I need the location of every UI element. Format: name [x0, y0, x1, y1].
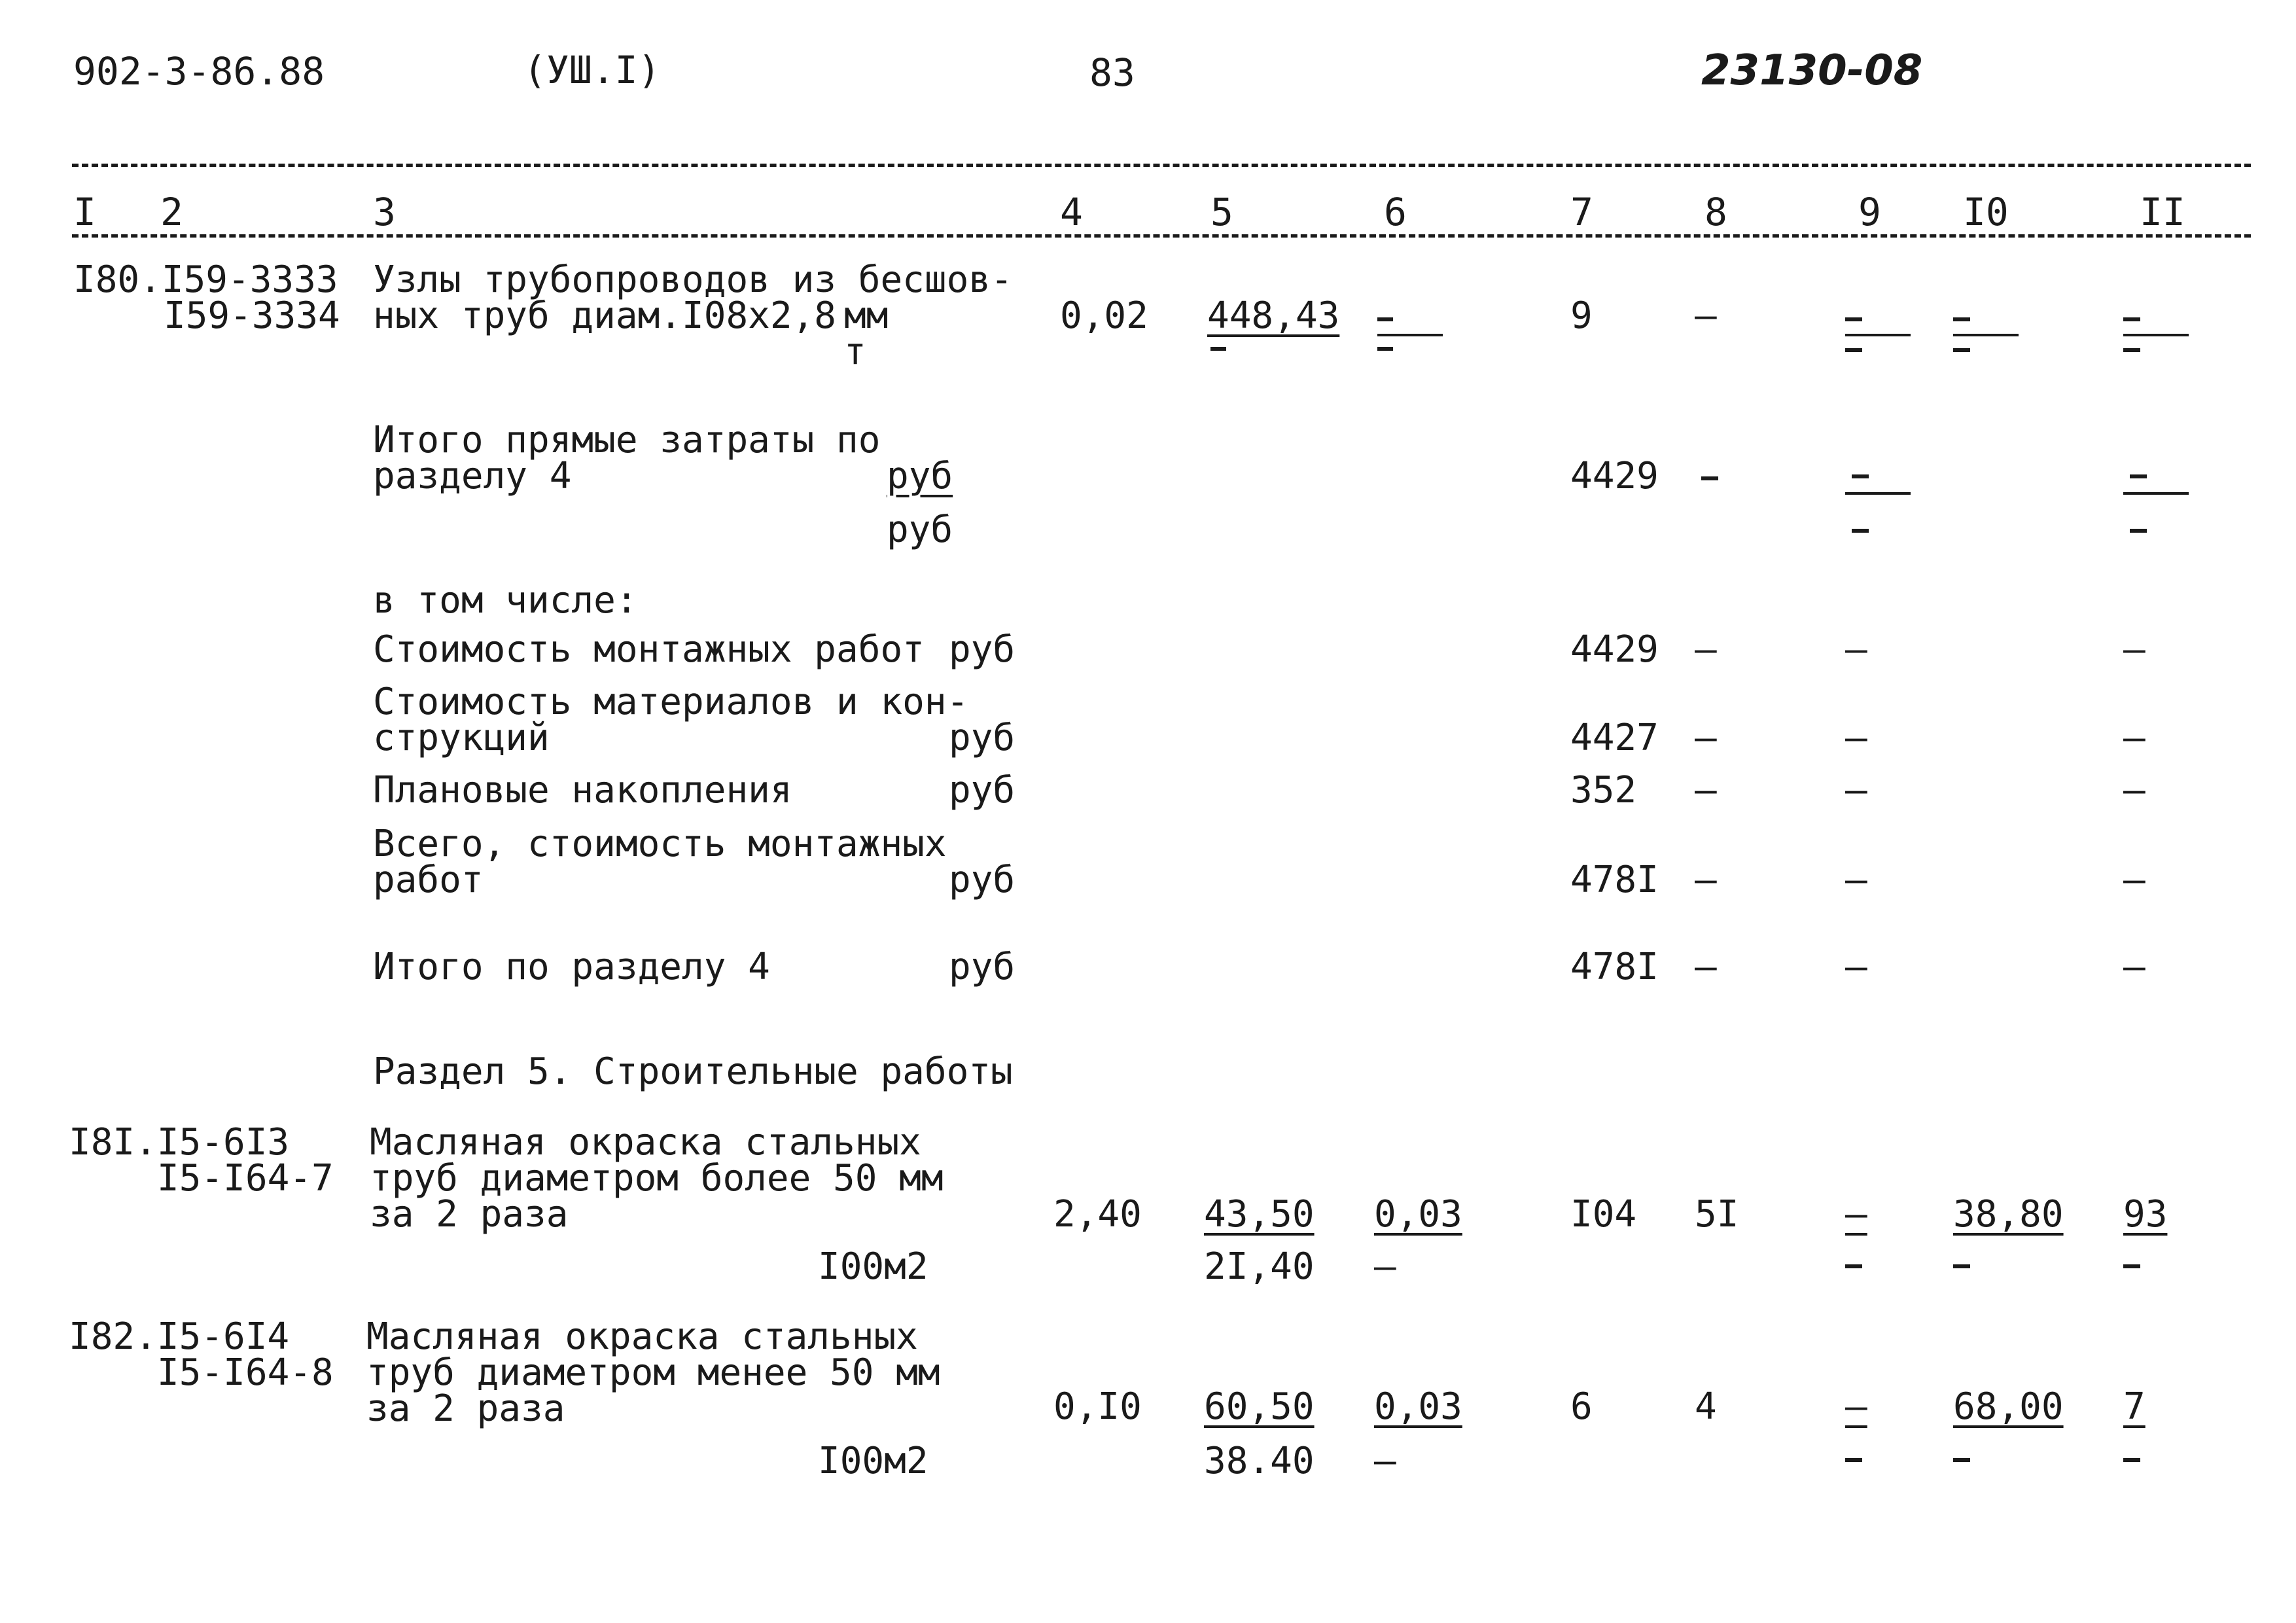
- row-unit: I00м2: [818, 1440, 928, 1482]
- handwritten-code: 23130-08: [1701, 46, 1923, 95]
- row-description: Масляная окраска стальных: [370, 1121, 921, 1164]
- row-code: I5-I64-8: [157, 1351, 334, 1394]
- section-total-col8: –: [1695, 946, 1717, 988]
- row-dash: [2130, 474, 2147, 478]
- col-header-6: 6: [1384, 190, 1407, 234]
- row-dash: [1377, 334, 1443, 336]
- direct-costs-label: Итого прямые затраты по: [373, 419, 881, 461]
- row-dash: [1953, 1264, 1970, 1268]
- materials-cost-label: струкций: [373, 717, 550, 759]
- row-dash: [2123, 317, 2140, 321]
- direct-costs-label: разделу 4: [373, 455, 572, 497]
- mounting-cost-col8: –: [1695, 628, 1717, 671]
- row-dash: [1845, 1264, 1862, 1268]
- header-rule: [72, 164, 2251, 167]
- column-header-rule: [72, 234, 2251, 238]
- planned-savings-col11: –: [2123, 769, 2146, 812]
- row-col9: –: [1845, 1193, 1867, 1236]
- document-number: 902-3-86.88: [73, 49, 325, 94]
- row-description: Масляная окраска стальных: [366, 1315, 918, 1358]
- row-dash: [1210, 347, 1226, 351]
- row-dash: [1953, 334, 2019, 336]
- direct-costs-unit: руб: [887, 508, 953, 551]
- row-total: I04: [1570, 1193, 1637, 1236]
- planned-savings-unit: руб: [949, 769, 1016, 812]
- total-mounting-col9: –: [1845, 859, 1867, 901]
- row-dash: [2123, 334, 2189, 336]
- row-description: за 2 раза: [370, 1193, 569, 1236]
- row-description: труб диаметром более 50 мм: [370, 1157, 944, 1200]
- row-col6-secondary: –: [1374, 1245, 1396, 1288]
- materials-cost-unit: руб: [949, 717, 1016, 759]
- row-number: I80.I59-3333: [73, 259, 338, 301]
- row-dash: [2123, 1458, 2140, 1462]
- planned-savings-value: 352: [1570, 769, 1637, 812]
- row-dash: [1953, 317, 1970, 321]
- section-total-label: Итого по разделу 4: [373, 946, 770, 988]
- row-dash: [1953, 348, 1970, 352]
- materials-cost-col11: –: [2123, 717, 2146, 759]
- total-mounting-label: работ: [373, 859, 484, 901]
- row-dash: [1845, 334, 1911, 336]
- row-col11: 93: [2123, 1193, 2168, 1236]
- planned-savings-label: Плановые накопления: [373, 769, 792, 812]
- including-label: в том числе:: [373, 579, 638, 622]
- row-col6-secondary: –: [1374, 1440, 1396, 1482]
- row-dash: [1852, 474, 1869, 478]
- row-col8: –: [1695, 294, 1717, 337]
- planned-savings-col8: –: [1695, 769, 1717, 812]
- row-description: труб диаметром менее 50 мм: [366, 1351, 940, 1394]
- col-header-1: I: [73, 190, 96, 234]
- row-dash: [1701, 476, 1718, 480]
- row-unit: т: [844, 330, 866, 373]
- row-total: 9: [1570, 294, 1593, 337]
- row-code: I59-3334: [164, 294, 340, 337]
- total-mounting-value: 478I: [1570, 859, 1659, 901]
- row-quantity: 2,40: [1053, 1193, 1142, 1236]
- total-mounting-col8: –: [1695, 859, 1717, 901]
- row-dash: [1845, 492, 1911, 495]
- mounting-cost-col9: –: [1845, 628, 1867, 671]
- row-dash: [1953, 1458, 1970, 1462]
- row-dash: [2130, 529, 2147, 533]
- col-header-7: 7: [1570, 190, 1593, 234]
- materials-cost-col8: –: [1695, 717, 1717, 759]
- row-dash: [2123, 348, 2140, 352]
- materials-cost-value: 4427: [1570, 717, 1659, 759]
- row-dash: [1845, 317, 1862, 321]
- row-dash: [1845, 348, 1862, 352]
- materials-cost-col9: –: [1845, 717, 1867, 759]
- row-col11: 7: [2123, 1385, 2146, 1428]
- row-quantity: 0,I0: [1053, 1385, 1142, 1428]
- col-header-2: 2: [160, 190, 183, 234]
- col-header-11: II: [2140, 190, 2185, 234]
- section-total-unit: руб: [949, 946, 1016, 988]
- mounting-cost-col11: –: [2123, 628, 2146, 671]
- total-mounting-unit: руб: [949, 859, 1016, 901]
- row-dash: [1845, 1458, 1862, 1462]
- direct-costs-value: 4429: [1570, 455, 1659, 497]
- section-title: Раздел 5. Строительные работы: [373, 1050, 1013, 1093]
- row-col8: 5I: [1695, 1193, 1739, 1236]
- section-total-col9: –: [1845, 946, 1867, 988]
- row-dash: [2123, 492, 2189, 495]
- row-number: I8I.I5-6I3: [69, 1121, 290, 1164]
- row-col6: 0,03: [1374, 1385, 1462, 1428]
- row-dash: [1377, 317, 1393, 321]
- row-price-secondary: 2I,40: [1204, 1245, 1315, 1288]
- row-price: 60,50: [1204, 1385, 1315, 1428]
- row-col9: –: [1845, 1385, 1867, 1428]
- row-price: 448,43: [1207, 294, 1340, 337]
- row-col10: 68,00: [1953, 1385, 2064, 1428]
- col-header-10: I0: [1963, 190, 2009, 234]
- row-description: Узлы трубопроводов из бесшов-: [373, 259, 1013, 301]
- col-header-8: 8: [1704, 190, 1727, 234]
- mounting-cost-unit: руб: [949, 628, 1016, 671]
- row-description: за 2 раза: [366, 1387, 565, 1430]
- mounting-cost-label: Стоимость монтажных работ: [373, 628, 925, 671]
- col-header-4: 4: [1060, 190, 1083, 234]
- materials-cost-label: Стоимость материалов и кон-: [373, 681, 969, 723]
- row-price-secondary: 38.40: [1204, 1440, 1315, 1482]
- row-dash: [1377, 347, 1393, 351]
- row-number: I82.I5-6I4: [69, 1315, 290, 1358]
- page-number: 83: [1089, 50, 1135, 95]
- row-code: I5-I64-7: [157, 1157, 334, 1200]
- section-total-value: 478I: [1570, 946, 1659, 988]
- direct-costs-unit: руб: [887, 455, 953, 497]
- col-header-5: 5: [1210, 190, 1233, 234]
- row-unit: мм: [844, 294, 889, 337]
- row-col10: 38,80: [1953, 1193, 2064, 1236]
- planned-savings-col9: –: [1845, 769, 1867, 812]
- mounting-cost-value: 4429: [1570, 628, 1659, 671]
- row-dash: [1852, 529, 1869, 533]
- row-total: 6: [1570, 1385, 1593, 1428]
- total-mounting-col11: –: [2123, 859, 2146, 901]
- col-header-9: 9: [1858, 190, 1881, 234]
- row-col6: 0,03: [1374, 1193, 1462, 1236]
- row-quantity: 0,02: [1060, 294, 1148, 337]
- row-unit: I00м2: [818, 1245, 928, 1288]
- section-total-col11: –: [2123, 946, 2146, 988]
- total-mounting-label: Всего, стоимость монтажных: [373, 823, 947, 865]
- row-col8: 4: [1695, 1385, 1717, 1428]
- row-dash: [2123, 1264, 2140, 1268]
- col-header-3: 3: [373, 190, 396, 234]
- row-price: 43,50: [1204, 1193, 1315, 1236]
- row-description: ных труб диам.I08х2,8: [373, 294, 837, 337]
- volume-label: (УШ.I): [523, 48, 661, 92]
